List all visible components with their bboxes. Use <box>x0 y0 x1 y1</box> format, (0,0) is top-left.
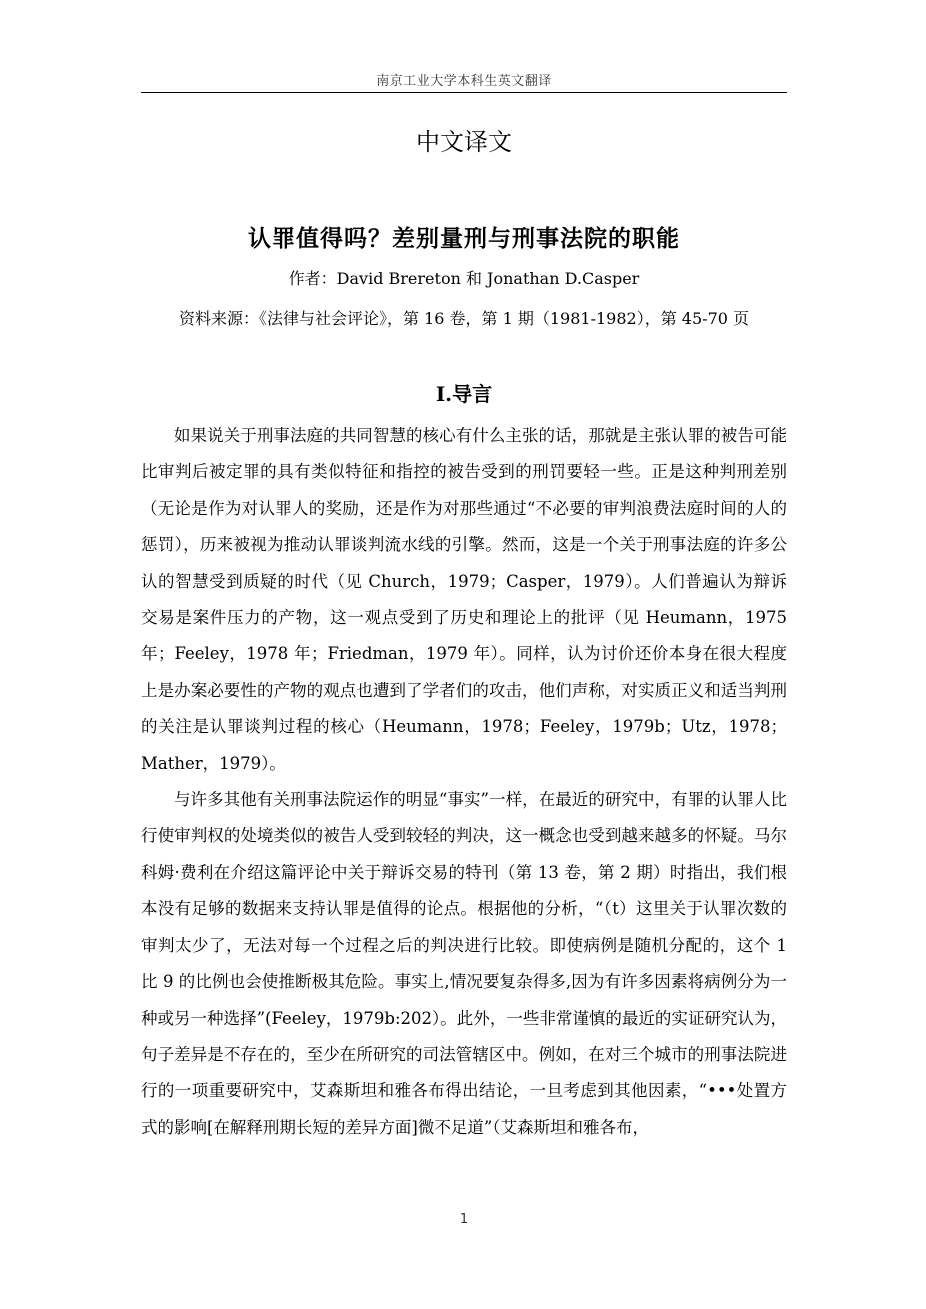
section-heading-introduction: I.导言 <box>435 382 493 406</box>
page-number: 1 <box>459 1212 469 1227</box>
article-title: 认罪值得吗？差别量刑与刑事法院的职能 <box>248 226 680 252</box>
header-divider <box>141 92 787 93</box>
document-heading: 中文译文 <box>416 128 512 156</box>
paragraph: 如果说关于刑事法庭的共同智慧的核心有什么主张的话，那就是主张认罪的被告可能比审判后被定罪的具有类似特征和指控的被告受到的刑罚要轻一些。正是这种判刑差别（无论是作为对认罪人的奖励，还是作为对那些通过“不必要的审判浪费法庭时间的人的惩罚），历来被视为推动认罪谈判流水线的引擎。然而，这是一个关于刑事法庭的许多公认的智慧受到质疑的时代（见 Church，1979；Casper，1979）。人们普遍认为辩诉交易是案件压力的产物，这一观点受到了历史和理论上的批评（见 Heumann，1975 年；Feeley，1978 年；Friedman，1979 年）。同样，认为讨价还价本身在很大程度上是办案必要性的产物的观点也遭到了学者们的攻击，他们声称，对实质正义和适当判刑的关注是认罪谈判过程的核心（Heumann，1978；Feeley，1979b；Utz，1978；Mather，1979）。 <box>141 426 787 773</box>
article-authors: 作者：David Brereton 和 Jonathan D.Casper <box>288 269 640 288</box>
paragraph: 与许多其他有关刑事法院运作的明显“事实”一样，在最近的研究中，有罪的认罪人比行使审判权的处境类似的被告人受到较轻的判决，这一概念也受到越来越多的怀疑。马尔科姆·费利在介绍这篇评论中关于辩诉交易的特刊（第 13 卷，第 2 期）时指出，我们根本没有足够的数据来支持认罪是值得的论点。根据他的分析，“（t）这里关于认罪次数的审判太少了，无法对每一个过程之后的判决进行比较。即使病例是随机分配的，这个 1 比 9 的比例也会使推断极其危险。事实上,情况要复杂得多,因为有许多因素将病例分为一种或另一种选择”(Feeley，1979b:202）。此外，一些非常谨慎的最近的实证研究认为，句子差异是不存在的，至少在所研究的司法管辖区中。例如，在对三个城市的刑事法院进行的一项重要研究中，艾森斯坦和雅各布得出结论，一旦考虑到其他因素，“•••处置方式的影响[在解释刑期长短的差异方面]微不足道”（艾森斯坦和雅各布， <box>141 790 787 1137</box>
article-source: 资料来源：《法律与社会评论》，第 16 卷，第 1 期（1981-1982），第 45-70 页 <box>178 309 750 328</box>
body-text <box>141 418 787 1146</box>
running-header: 南京工业大学本科生英文翻译 <box>376 74 552 89</box>
